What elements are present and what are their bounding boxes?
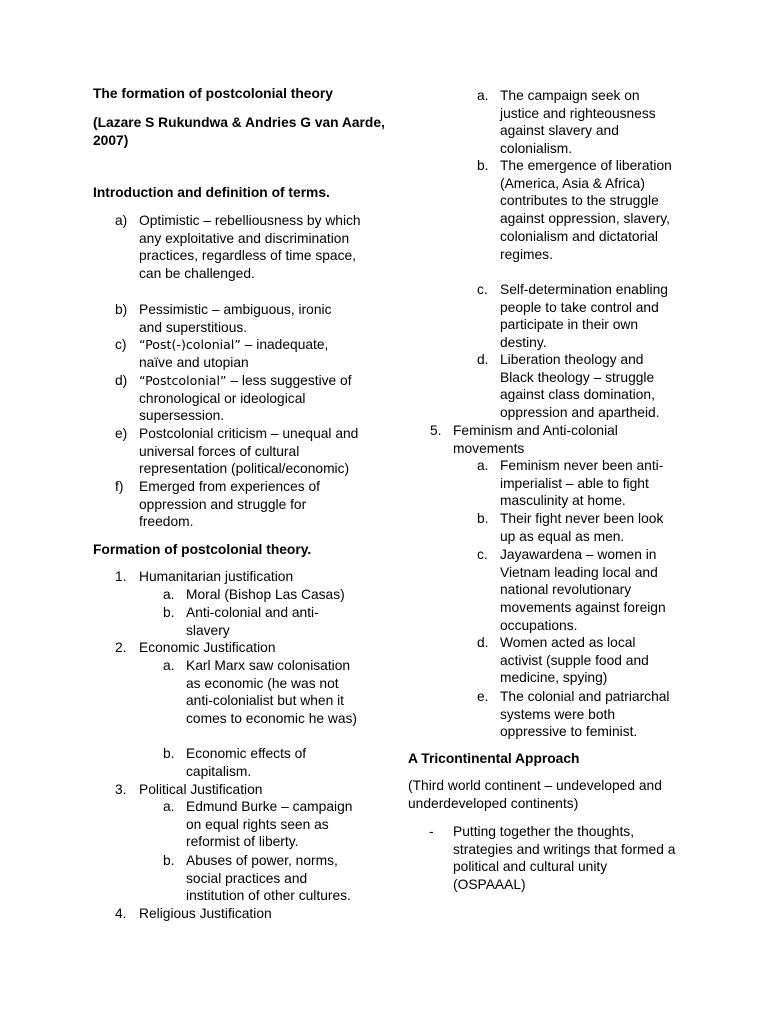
intro-item (115, 478, 339, 531)
list-marker: 4. (115, 906, 127, 921)
list-marker: a. (477, 88, 489, 103)
bullet-item-text: Putting together the thoughts, strategies and writings that formed a political and cultural unity (OSPAAAL) (453, 824, 676, 893)
list-marker: a. (163, 799, 175, 814)
sub-item-text: Feminism never been anti-imperialist – able to fight masculinity at home. (500, 458, 664, 509)
list-marker: b) (115, 302, 128, 317)
list-marker: c. (477, 282, 488, 297)
justification-item (115, 639, 276, 657)
sub-item-text: Economic effects of capitalism. (186, 746, 307, 779)
list-marker: c) (115, 337, 127, 352)
list-marker: f) (115, 479, 124, 494)
intro-item-text: Postcolonial criticism – unequal and universal forces of cultural representation (political/economic) (139, 426, 359, 477)
list-marker: 1. (115, 569, 127, 584)
list-marker: 3. (115, 782, 127, 797)
justification-text: Religious Justification (139, 906, 272, 921)
sub-item (477, 457, 678, 510)
intro-item-text: “Post(-)colonial” – inadequate, naïve and utopian (139, 337, 329, 370)
sub-item-text: Moral (Bishop Las Casas) (186, 587, 345, 602)
intro-item (115, 212, 369, 283)
sub-item (477, 510, 678, 545)
list-marker: a) (115, 213, 128, 228)
tricontinental-note: (Third world continent – undeveloped and underdeveloped continents) (408, 778, 662, 811)
justification-text: Economic Justification (139, 640, 276, 655)
formation-heading: Formation of postcolonial theory. (93, 542, 312, 557)
list-marker: 2. (115, 640, 127, 655)
sub-item-text: The emergence of liberation (America, Asia & Africa) contributes to the struggle against oppression, slavery, colonialism and dictatorial regimes. (500, 158, 672, 262)
intro-item (115, 301, 349, 336)
sub-item (477, 87, 675, 158)
sub-item-text: Self-determination enabling people to take control and participate in their own destiny. (500, 282, 668, 351)
justification-item (115, 568, 293, 586)
sub-item-text: The campaign seek on justice and righteousness against slavery and colonialism. (500, 88, 656, 157)
sub-item (477, 351, 675, 422)
list-marker: e) (115, 426, 128, 441)
list-marker: c. (477, 547, 488, 562)
justification-item (430, 422, 653, 457)
document-authors: (Lazare S Rukundwa & Andries G van Aarde, 2007) (93, 115, 385, 148)
list-marker: b. (477, 158, 489, 173)
list-marker: d. (477, 352, 489, 367)
sub-item (163, 586, 366, 604)
dash-marker: - (429, 824, 434, 839)
justification-item (115, 905, 272, 923)
document-title: The formation of postcolonial theory (93, 86, 333, 101)
list-marker: b. (163, 853, 175, 868)
list-marker: a. (163, 587, 175, 602)
sub-item-text: Liberation theology and Black theology – struggle against class domination, oppression and apartheid. (500, 352, 660, 421)
list-marker: a. (477, 458, 489, 473)
justification-text: Political Justification (139, 782, 263, 797)
list-marker: b. (163, 605, 175, 620)
justification-item (115, 781, 262, 799)
list-marker: e. (477, 689, 489, 704)
list-marker: 5. (430, 423, 442, 438)
sub-item-text: Abuses of power, norms, social practices and institution of other cultures. (186, 853, 351, 904)
sub-item-text: Edmund Burke – campaign on equal rights seen as reformist of liberty. (186, 799, 353, 850)
sub-item (477, 157, 675, 263)
sub-item-text: Their fight never been look up as equal as men. (500, 511, 664, 544)
list-marker: d. (477, 635, 489, 650)
sub-item (477, 546, 680, 635)
intro-heading: Introduction and definition of terms. (93, 185, 330, 200)
quoted-term: “Post(-)colonial” (139, 337, 241, 352)
sub-item (163, 798, 366, 851)
list-marker: b. (477, 511, 489, 526)
list-marker: b. (163, 746, 175, 761)
sub-item (477, 688, 685, 741)
sub-item (163, 852, 366, 905)
justification-text: Feminism and Anti-colonial movements (453, 423, 618, 456)
list-marker: a. (163, 658, 175, 673)
sub-item-text: Jayawardena – women in Vietnam leading local and national revolutionary movements against foreign occupations. (500, 547, 666, 633)
sub-item-text: Women acted as local activist (supple food and medicine, spying) (500, 635, 649, 686)
sub-item-text: The colonial and patriarchal systems were both oppressive to feminist. (500, 689, 670, 740)
intro-item-text: Optimistic – rebelliousness by which any exploitative and discrimination practices, regardless of time space, can be challenged. (139, 213, 361, 282)
justification-text: Humanitarian justification (139, 569, 294, 584)
tricontinental-heading: A Tricontinental Approach (408, 751, 580, 766)
bullet-item (429, 823, 683, 894)
intro-item (115, 336, 349, 371)
sub-item (477, 634, 670, 687)
sub-item (477, 281, 680, 352)
intro-item-text: Pessimistic – ambiguous, ironic and superstitious. (139, 302, 332, 335)
intro-item (115, 372, 367, 425)
intro-item-text: Emerged from experiences of oppression and struggle for freedom. (139, 479, 320, 530)
intro-item (115, 425, 374, 478)
sub-item (163, 657, 366, 728)
sub-item-text: Karl Marx saw colonisation as economic (he was not anti-colonialist but when it comes to economic he was) (186, 658, 357, 727)
sub-item (163, 604, 331, 639)
sub-item-text: Anti-colonial and anti-slavery (186, 605, 319, 638)
sub-item (163, 745, 336, 780)
intro-item-text: “Postcolonial” – less suggestive of chronological or ideological supersession. (139, 373, 352, 424)
quoted-term: “Postcolonial” (139, 373, 227, 388)
list-marker: d) (115, 373, 128, 388)
